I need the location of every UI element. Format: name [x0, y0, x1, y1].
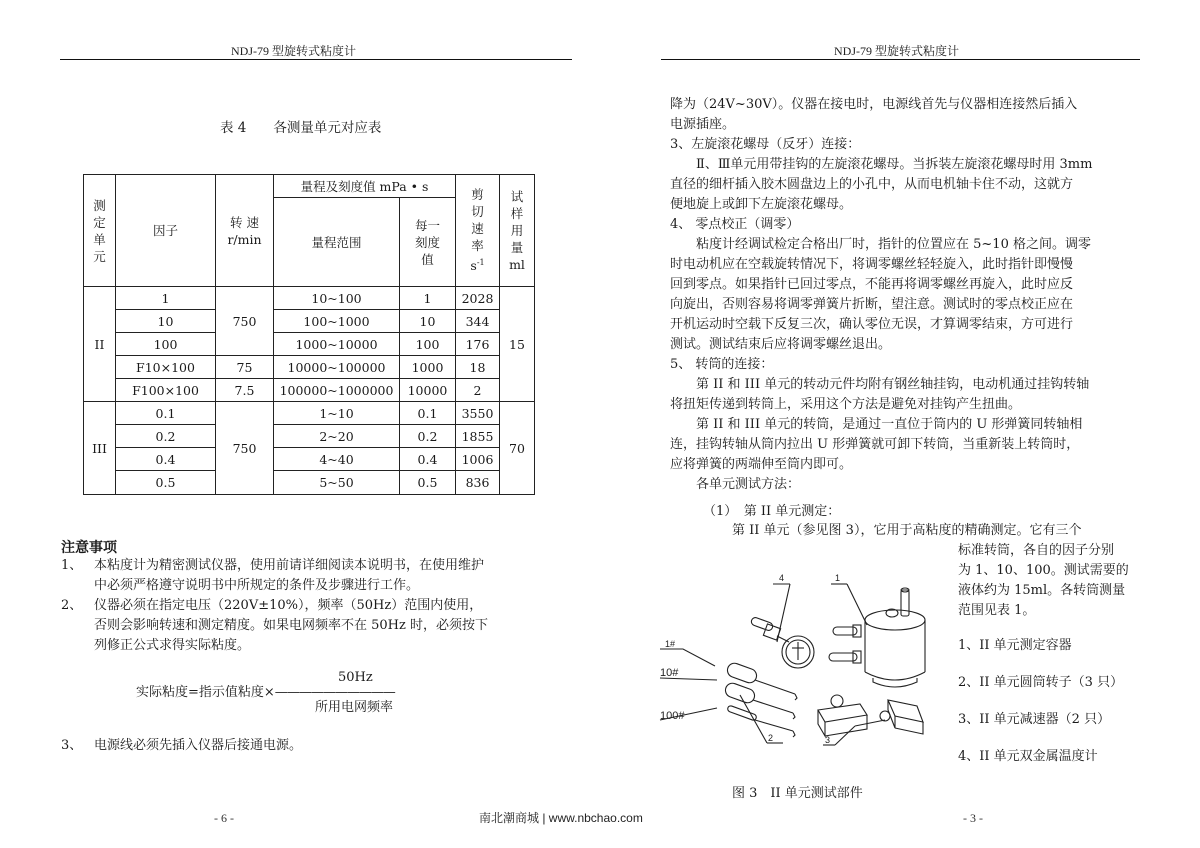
body-line: Ⅱ、Ⅲ单元用带挂钩的左旋滚花螺母。当拆装左旋滚花螺母时用 3mm [696, 157, 1093, 172]
table-row [84, 356, 535, 379]
cell-shear-rate: 176 [456, 333, 500, 356]
cell-unit: II [84, 287, 116, 402]
cell-factor: F10×100 [116, 356, 216, 379]
right-header-rule [661, 59, 1140, 60]
table-row [84, 425, 535, 448]
body-line: 降为（24V~30V）。仪器在接电时，电源线首先与仪器相连接然后插入 [670, 97, 1078, 112]
header-range-group: 量程及刻度值 mPa • s [274, 175, 456, 198]
part-1: 1、II 单元测定容器 [958, 638, 1072, 653]
body-line: 直径的细杆插入胶木圆盘边上的小孔中，从而电机轴卡住不动，这就方 [670, 177, 1074, 192]
fig-label-rotor-100: 100# [660, 710, 685, 722]
section-heading: 3、左旋滚花螺母（反牙）连接： [670, 137, 861, 152]
cell-per-division: 0.5 [400, 471, 456, 495]
table-caption: 表 4 各测量单元对应表 [220, 120, 382, 136]
cell-shear-rate: 344 [456, 310, 500, 333]
cell-range: 1~10 [274, 402, 400, 425]
side-line: 液体约为 15ml。各转筒测量 [958, 583, 1126, 598]
cell-sample-volume: 70 [500, 402, 535, 495]
cell-range: 4~40 [274, 448, 400, 471]
right-running-header: NDJ-79 型旋转式粘度计 [834, 44, 959, 58]
section-heading: 4、 零点校正（调零） [670, 217, 800, 232]
cell-factor: 0.5 [116, 471, 216, 495]
table-row [84, 448, 535, 471]
cell-per-division: 1000 [400, 356, 456, 379]
cell-shear-rate: 2 [456, 379, 500, 402]
header-range: 量程范围 [274, 198, 400, 287]
side-line: 范围见表 1。 [958, 603, 1036, 618]
cell-range: 10000~100000 [274, 356, 400, 379]
cell-per-division: 1 [400, 287, 456, 310]
cell-speed: 750 [216, 287, 274, 356]
body-line: 电源插座。 [670, 117, 736, 132]
fig-label-2: 2 [768, 733, 774, 743]
part-2: 2、II 单元圆筒转子（3 只） [958, 675, 1124, 690]
fig-label-rotor-10: 10# [660, 667, 679, 679]
side-line: 为 1、10、100。测试需要的 [958, 563, 1129, 578]
part-4: 4、II 单元双金属温度计 [958, 749, 1098, 764]
cell-speed: 750 [216, 402, 274, 495]
cell-factor: 0.2 [116, 425, 216, 448]
header-per-division: 每一 刻度 值 [400, 198, 456, 287]
rotors-icon [660, 649, 797, 737]
body-line: 第 II 和 III 单元的转动元件均附有钢丝轴挂钩，电动机通过挂钩转轴 [696, 377, 1090, 392]
cell-per-division: 100 [400, 333, 456, 356]
cell-shear-rate: 2028 [456, 287, 500, 310]
callout-4 [773, 584, 790, 642]
callout-1 [831, 584, 867, 625]
cell-shear-rate: 1006 [456, 448, 500, 471]
cell-per-division: 0.1 [400, 402, 456, 425]
body-line: 粘度计经调试检定合格出厂时，指针的位置应在 5~10 格之间。调零 [696, 237, 1091, 252]
measurement-container-icon [829, 588, 925, 687]
header-sample-volume: 试 样 用 量 ml [500, 175, 535, 287]
left-header-rule [60, 59, 572, 60]
reducers-icon [818, 695, 923, 736]
cell-range: 100~1000 [274, 310, 400, 333]
right-page-number: - 3 - [963, 811, 983, 825]
right-body-text [670, 95, 1150, 495]
body-line: 各单元测试方法： [696, 477, 801, 492]
table-row [84, 310, 535, 333]
table-row [84, 471, 535, 495]
cell-speed: 7.5 [216, 379, 274, 402]
cell-factor: 100 [116, 333, 216, 356]
table-row [84, 402, 535, 425]
cell-per-division: 10000 [400, 379, 456, 402]
cell-shear-rate: 1855 [456, 425, 500, 448]
section1-intro: 第 II 单元（参见图 3），它用于高粘度的精确测定。它有三个 [732, 523, 1082, 538]
cell-range: 5~50 [274, 471, 400, 495]
cell-shear-rate: 18 [456, 356, 500, 379]
figure-caption: 图 3 II 单元测试部件 [732, 786, 863, 801]
note-1: 1、 本粘度计为精密测试仪器，使用前请详细阅读本说明书，在使用维护 中必须严格遵守说明书中所规定的条件及步骤进行工作。 [61, 558, 485, 593]
left-page-number: - 6 - [214, 811, 234, 825]
body-line: 便地旋上或卸下左旋滚花螺母。 [670, 197, 853, 212]
header-factor: 因子 [116, 175, 216, 287]
cell-range: 1000~10000 [274, 333, 400, 356]
body-line: 回到零点。如果指针已回过零点，不能再将调零螺丝再旋入，此时应反 [670, 277, 1074, 292]
cell-factor: 1 [116, 287, 216, 310]
side-line: 标准转筒，各自的因子分别 [958, 543, 1115, 558]
callout-3 [823, 720, 885, 745]
footer-site-link[interactable]: 南北潮商城 | www.nbchao.com [479, 811, 643, 825]
cell-range: 2~20 [274, 425, 400, 448]
header-speed: 转 速 r/min [216, 175, 274, 287]
cell-factor: 10 [116, 310, 216, 333]
cell-shear-rate: 3550 [456, 402, 500, 425]
cell-factor: F100×100 [116, 379, 216, 402]
section1-title: （1） 第 II 单元测定： [703, 504, 841, 519]
note-3: 3、 电源线必须先插入仪器后接通电源。 [61, 738, 303, 753]
cell-range: 100000~1000000 [274, 379, 400, 402]
note-2: 2、 仪器必须在指定电压（220V±10%），频率（50Hz）范围内使用， 否则会影响转速和测定精度。如果电网频率不在 50Hz 时，必须按下 列修正公式求得实际粘度。 [61, 598, 488, 653]
body-line: 向旋出，否则容易将调零弹簧片折断，望注意。测试时的零点校正应在 [670, 297, 1074, 312]
header-unit: 测 定 单 元 [84, 175, 116, 287]
cell-factor: 0.1 [116, 402, 216, 425]
cell-range: 10~100 [274, 287, 400, 310]
fig-label-rotor-1: 1# [665, 639, 676, 649]
cell-per-division: 10 [400, 310, 456, 333]
body-line: 时电动机应在空载旋转情况下，将调零螺丝轻轻旋入，此时指针即慢慢 [670, 257, 1074, 272]
table-row [84, 287, 535, 310]
section-heading: 5、 转筒的连接： [670, 357, 774, 372]
part-3: 3、II 单元减速器（2 只） [958, 712, 1111, 727]
cell-sample-volume: 15 [500, 287, 535, 402]
fraction-bar: —————————— [274, 685, 395, 700]
figure-3-illustration [655, 570, 940, 765]
body-line: 第 II 和 III 单元的转筒，是通过一直位于筒内的 U 形弹簧同转轴相 [696, 417, 1083, 432]
cell-unit: III [84, 402, 116, 495]
measurement-unit-table [83, 174, 535, 495]
cell-factor: 0.4 [116, 448, 216, 471]
body-line: 测试。测试结束后应将调零螺丝退出。 [670, 337, 892, 352]
cell-per-division: 0.2 [400, 425, 456, 448]
fig-label-4: 4 [779, 573, 785, 583]
cell-per-division: 0.4 [400, 448, 456, 471]
notes-title: 注意事项 [61, 540, 117, 556]
side-text [958, 541, 1129, 621]
thermometer-icon [750, 616, 814, 668]
cell-shear-rate: 836 [456, 471, 500, 495]
formula-denominator: 所用电网频率 [315, 700, 394, 715]
body-line: 开机运动时空载下反复三次，确认零位无误，才算调零结束，方可进行 [670, 317, 1074, 332]
header-shear-rate: 剪 切 速 率 $s^{-1}$ [456, 175, 500, 287]
formula-numerator: 50Hz [338, 670, 373, 685]
cell-speed: 75 [216, 356, 274, 379]
table-row [84, 333, 535, 356]
fig-label-3: 3 [825, 735, 831, 745]
body-line: 将扭矩传递到转筒上，采用这个方法是避免对挂钩产生扭曲。 [670, 397, 1022, 412]
formula-lhs: 实际粘度=指示值粘度×—————————— [136, 685, 395, 700]
table-row [84, 379, 535, 402]
body-line: 应将弹簧的两端伸至筒内即可。 [670, 457, 853, 472]
fig-label-1: 1 [835, 573, 841, 583]
body-line: 连，挂钩转轴从筒内拉出 U 形弹簧就可卸下转筒，当重新装上转筒时， [670, 437, 1080, 452]
left-running-header: NDJ-79 型旋转式粘度计 [231, 44, 356, 58]
